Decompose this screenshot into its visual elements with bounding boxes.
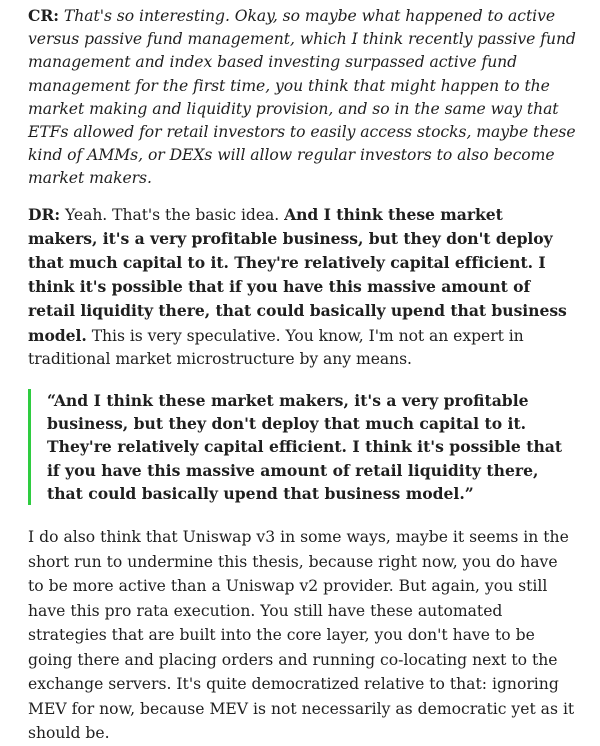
cr-speaker-label: CR: <box>28 6 59 25</box>
dr-speaker-label: DR: <box>28 204 61 224</box>
pull-quote-text: “And I think these market makers, it's a very profitable business, but they don't deploy that much capital to it. They're relatively capital efficient. I think it's possible that if you have this massive amount of retail liquidity there, that could basically upend that business model.” <box>47 391 563 503</box>
cr-question-text: That's so interesting. Okay, so maybe what happened to active versus passive fund management, which I think recently passive fund management and index based investing surpassed active fund management for the first time, you think that might happen to the market making and liquidity provision, and so in the same way that ETFs allowed for retail investors to easily access stocks, maybe these kind of AMMs, or DEXs will allow regular investors to also become market makers. <box>28 7 576 188</box>
dr-highlight-text: And I think these market makers, it's a very profitable business, but they don't deploy that much capital to it. They're relatively capital efficient. I think it's possible that if you have this massive amount of retail liquidity there, that could basically upend that business model. <box>28 204 567 345</box>
body-paragraph: I do also think that Uniswap v3 in some ways, maybe it seems in the short run to undermine this thesis, because right now, you do have to be more active than a Uniswap v2 provider. But again, you still have this pro rata execution. You still have these automated strategies that are built into the core layer, you don't have to be going there and placing orders and running co-locating next to the exchange servers. It's quite democratized relative to that: ignoring MEV for now, because MEV is not necessarily as democratic yet as it should be. <box>28 528 575 743</box>
pull-quote <box>28 389 576 505</box>
dr-intro-text: Yeah. That's the basic idea. <box>60 205 285 224</box>
cr-paragraph <box>28 4 576 191</box>
dr-paragraph <box>28 203 576 371</box>
article-body <box>28 4 576 746</box>
dr-tail-text: This is very speculative. You know, I'm not an expert in traditional market microstructure by any means. <box>28 326 524 368</box>
